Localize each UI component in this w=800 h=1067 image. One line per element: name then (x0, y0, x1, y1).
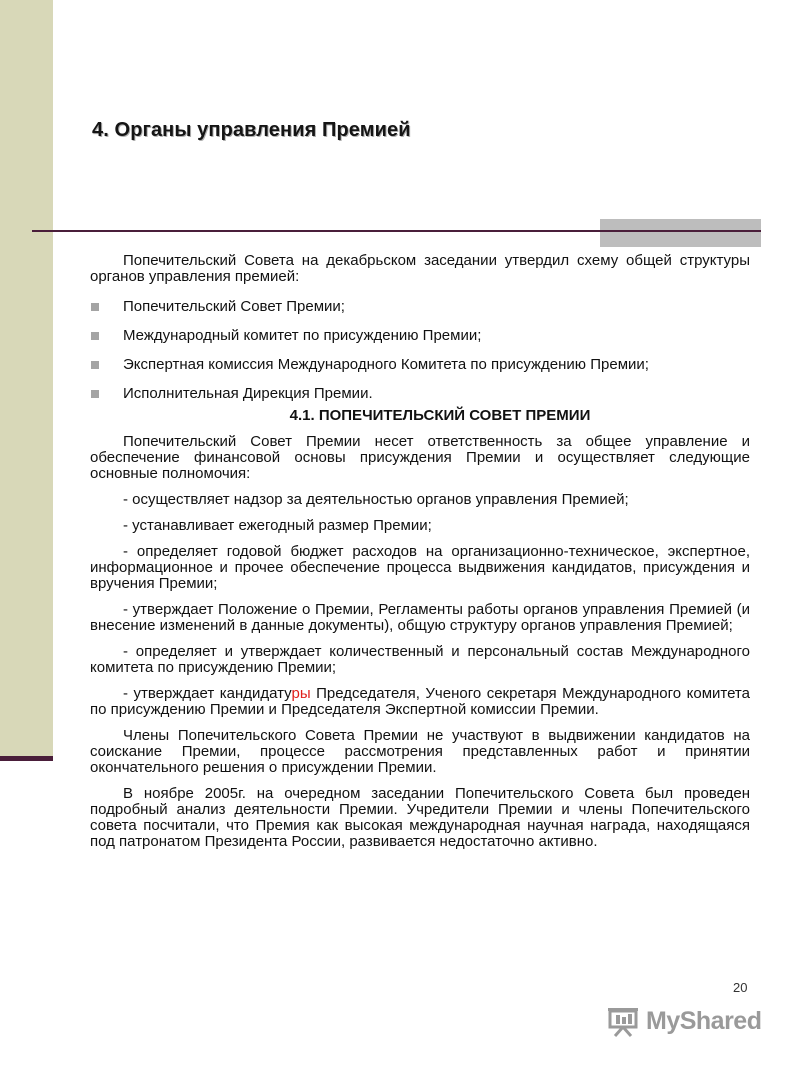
power-item: - определяет годовой бюджет расходов на организационно-техническое, экспертное, информационное и прочее обеспечение процесса выдвижения кандидатов, присуждения и вручения Премии; (90, 543, 750, 592)
watermark-logo (606, 1003, 761, 1039)
list-item-text: Попечительский Совет Премии; (123, 298, 345, 315)
rule-gray-block-lower (600, 232, 761, 247)
members-paragraph: Члены Попечительского Совета Премии не участвуют в выдвижении кандидатов на соискание Премии, процессе рассмотрения представленных работ и принятии окончательного решения о присуждении Премии. (90, 727, 750, 776)
left-strip-accent-bar (0, 756, 53, 761)
list-item (90, 299, 750, 315)
presentation-board-icon (606, 1005, 640, 1037)
intro-paragraph: Попечительский Совета на декабрьском заседании утвердил схему общей структуры органов управления премией: (90, 252, 750, 285)
square-bullet-icon (91, 390, 99, 398)
square-bullet-icon (91, 361, 99, 369)
list-item-text: Исполнительная Дирекция Премии. (123, 385, 373, 402)
left-decorative-strip (0, 0, 53, 758)
rule-gray-block (600, 219, 761, 230)
page-title: 4. Органы управления Премией (92, 119, 411, 141)
square-bullet-icon (91, 303, 99, 311)
structure-list (90, 299, 750, 402)
horizontal-rule (32, 230, 761, 232)
power-item: - осуществляет надзор за деятельностью органов управления Премией; (123, 491, 629, 508)
square-bullet-icon (91, 332, 99, 340)
power-item: - устанавливает ежегодный размер Премии; (123, 517, 432, 534)
list-item (90, 357, 750, 373)
list-item (90, 328, 750, 344)
list-item-text: Международный комитет по присуждению Премии; (123, 327, 482, 344)
power-text: - утверждает кандидату (123, 685, 292, 702)
power-item: - определяет и утверждает количественный и персональный состав Международного комитета по присуждению Премии; (90, 643, 750, 676)
highlighted-text: ры (291, 685, 311, 702)
power-item-candidates (90, 686, 750, 718)
power-text: Председателя, Ученого секретаря Международного комитета по присуждению Премии и Председателя Экспертной комиссии Премии. (90, 685, 750, 718)
list-item-text: Экспертная комиссия Международного Комитета по присуждению Премии; (123, 356, 649, 373)
page-number: 20 (733, 980, 748, 995)
section-subheading: 4.1. ПОПЕЧИТЕЛЬСКИЙ СОВЕТ ПРЕМИИ (289, 407, 591, 424)
logo-text: MyShared (646, 1006, 762, 1035)
november-paragraph: В ноябре 2005г. на очередном заседании Попечительского Совета был проведен подробный анализ деятельности Премии. Учредители Премии и члены Попечительского совета посчитали, что Премия как высокая международная научная награда, находящаяся под патронатом Президента России, развивается недостаточно активно. (90, 785, 750, 850)
power-item: - утверждает Положение о Премии, Регламенты работы органов управления Премией (и внесение изменений в данные документы), общую структуру органов управления Премией; (90, 601, 750, 634)
document-body (90, 253, 750, 850)
list-item (90, 386, 750, 402)
council-intro-paragraph: Попечительский Совет Премии несет ответственность за общее управление и обеспечение финансовой основы присуждения Премии и осуществляет следующие основные полномочия: (90, 433, 750, 482)
